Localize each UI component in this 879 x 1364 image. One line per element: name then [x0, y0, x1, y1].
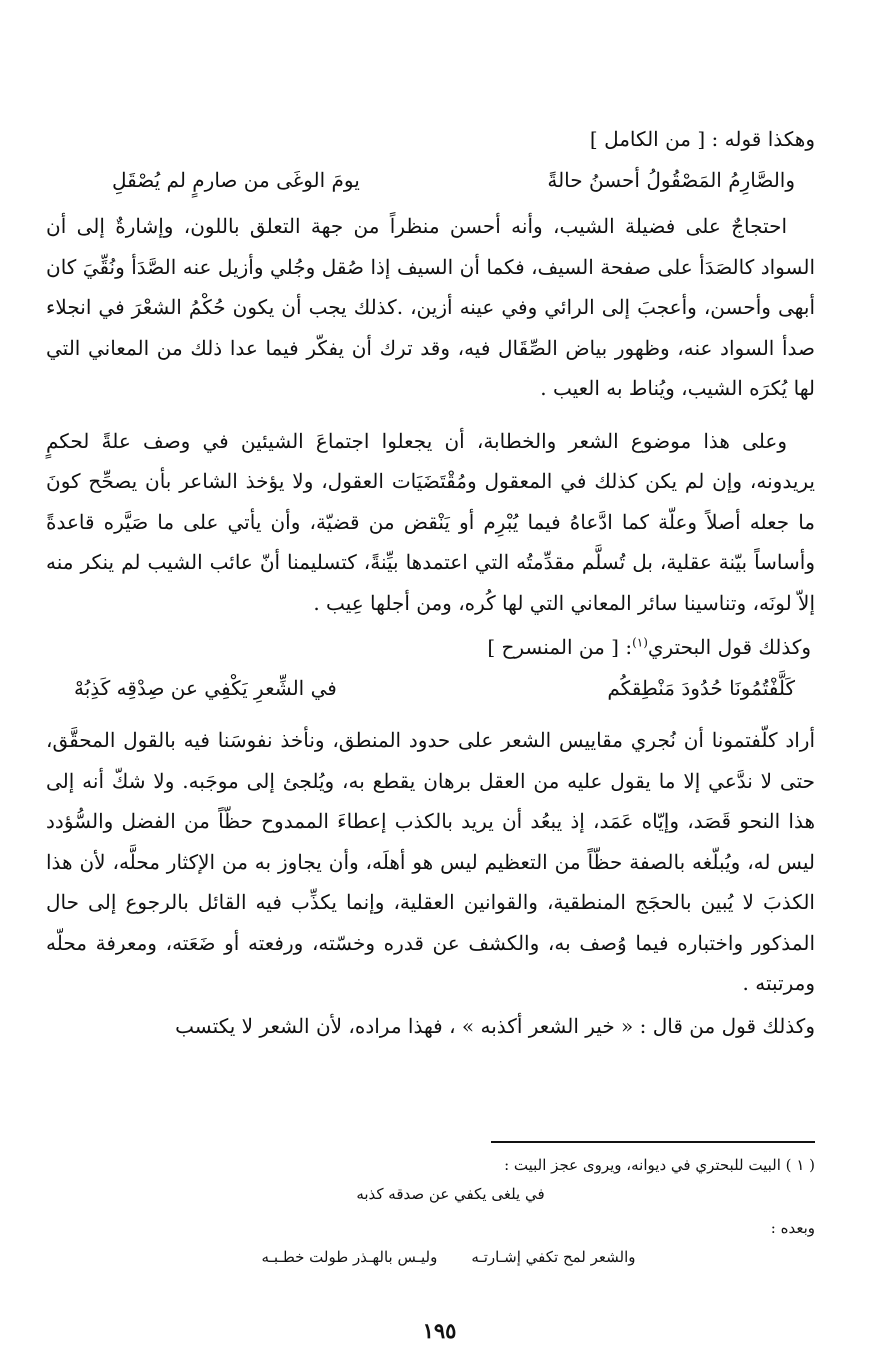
footnote-verse	[46, 1244, 815, 1271]
footnote-1: ( ١ ) البيت للبحتري في ديوانه، ويروى عجز البيت :	[504, 1156, 815, 1174]
footnotes	[46, 1152, 815, 1271]
footnote-verse-second-hemistich: وليـس بالهـذر طولت خطـبـه	[261, 1248, 438, 1266]
verse-buhturi-second-hemistich: في الشِّعرِ يَكْفِي عن صِدْقِه كَذِبُهْ	[74, 675, 337, 700]
footnote-verse-first-hemistich: والشعر لمح تكفي إشـارتـه	[471, 1248, 636, 1266]
footnote-marker[interactable]: (١)	[632, 635, 648, 650]
paragraph-grey-hair: احتجاجٌ على فضيلة الشيب، وأنه أحسن منظراً من جهة التعلق باللون، وإشارةٌ إلى أن السواد كالصَدَأ على صفحة السيف، فكما أن السيف إذا صُقل وجُلي وأزيل عنه الصَّدَأ ونُقِّيَ كان أبهى وأحسن، وأعجبَ إلى الرائي وفي عينه أزين، .كذلك يجب أن يكون حُكْمُ الشعْرَ في انجلاء صدأ السواد عنه، وظهور بياض الصِّقَال فيه، وقد ترك أن يفكّر فيما عدا ذلك من المعاني التي لها يُكرَه الشيب، ويُناط به العيب .	[46, 214, 815, 400]
intro-buhturi-meter: : [ من المنسرح ]	[487, 635, 633, 659]
paragraph-poetry-rhetoric: وعلى هذا موضوع الشعر والخطابة، أن يجعلوا اجتماعَ الشيئين في وصف علةً لحكمٍ يريدونه، وإن لم يكن كذلك في المعقول ومُقْتَضَيَات العقول، ولا يؤخذ الشاعر بأن يصحِّح كونَ ما جعله أصلاً وعلّة كما ادَّعاهُ فيما يُبْرِم أو يَنْقض من قضيّة، وأن يأتي على ما صَيَّره قاعدةً وأساساً بيّنة عقلية، بل تُسلَّم مقدِّمتُه التي اعتمدها بيِّنةً، كتسليمنا أنّ عائب الشيب لم ينكر منه إلاّ لونَه، وتناسينا سائر المعاني التي لها كُره، ومن أجلها عِيب .	[46, 428, 815, 615]
page-number: ١٩٥	[422, 1318, 457, 1343]
verse-kamil-second-hemistich: يومَ الوغَى من صارمٍ لم يُصْقَلِ	[112, 167, 360, 192]
verse-kamil	[46, 160, 815, 201]
verse-buhturi	[46, 668, 815, 709]
verse-buhturi-first-hemistich: كَلَّفْتُمُونَا حُدُودَ مَنْطِقكُم	[607, 675, 795, 700]
footnote-divider	[491, 1141, 815, 1143]
verse-kamil-first-hemistich: والصَّارِمُ المَصْقُولُ أحسنُ حالةً	[547, 167, 795, 192]
footnote-1-after: وبعده :	[770, 1219, 815, 1237]
intro-kamil: وهكذا قوله : [ من الكامل ]	[589, 127, 815, 151]
paragraph-best-poetry: وكذلك قول من قال : « خير الشعر أكذبه » ، فهذا مراده، لأن الشعر لا يكتسب	[175, 1013, 815, 1038]
main-text	[46, 119, 815, 1046]
paragraph-buhturi-explanation: أراد كلّفتمونا أن نُجري مقاييس الشعر على حدود المنطق، ونأخذ نفوسَنا فيه بالقول المحقَّق، حتى لا ندَّعي إلا ما يقول عليه من العقل برهان يقطع به، ويُلجئ إلى موجَبه. ولا شكّ أنه إلى هذا النحو قَصَد، وإيّاه عَمَد، إذ يبعُد أن يريد بالكذب إعطاءَ الممدوح حظّاً من الفضل والسُّؤدد ليس له، ويُبلّغه بالصفة حظّاً من التعظيم ليس هو أهلَه، وأن يجاوز به من الإكثار محلَّه، لأن هذا الكذبَ لا يُبين بالحجَج المنطقية، والقوانين العقلية، وإنما يكذِّب فيه القائل بالرجوع إلى حال المذكور واختباره فيما وُصف به، والكشف عن قدره وخسّته، ورفعته أو ضَعَته، ومعرفة محلّه ومرتبته .	[46, 728, 815, 995]
intro-buhturi-text: وكذلك قول البحتري	[647, 635, 811, 659]
footnote-1-variant: في يلغى يكفي عن صدقه كذبه	[356, 1185, 545, 1203]
intro-buhturi	[46, 627, 815, 668]
